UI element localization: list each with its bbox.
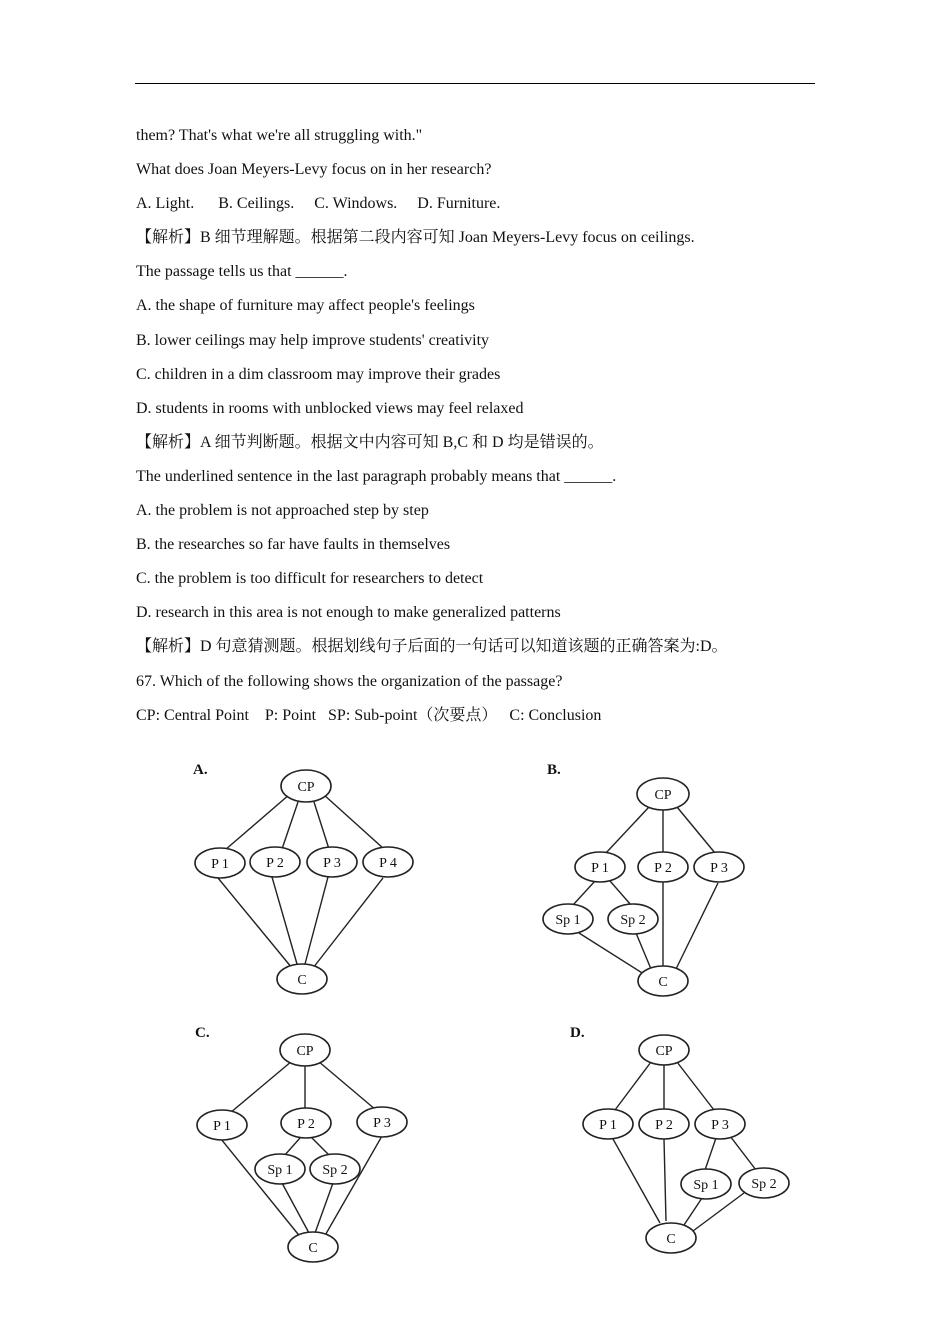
node-c — [646, 1223, 696, 1253]
svg-text:P 2: P 2 — [266, 856, 284, 871]
text-line: them? That's what we're all struggling with." — [136, 127, 423, 144]
node-p1 — [583, 1109, 633, 1139]
answer-option: A. the shape of furniture may affect people's feelings — [136, 297, 475, 315]
svg-text:Sp 1: Sp 1 — [693, 1178, 719, 1193]
answer-option: B. the researches so far have faults in themselves — [136, 536, 451, 554]
node-cp — [281, 770, 331, 802]
diagram-label: D. — [570, 1025, 585, 1041]
node-p2 — [281, 1108, 331, 1138]
diagram-label: A. — [193, 762, 208, 778]
svg-text:CP: CP — [655, 1044, 673, 1059]
svg-text:P 2: P 2 — [654, 861, 672, 876]
diagram-b — [535, 750, 775, 1000]
node-c — [638, 966, 688, 996]
analysis-line: 【解析】D 句意猜测题。根据划线句子后面的一句话可以知道该题的正确答案为:D。 — [136, 638, 728, 656]
question-stem: What does Joan Meyers-Levy focus on in her research? — [136, 161, 492, 179]
diagram-label: B. — [547, 762, 561, 778]
svg-text:P 3: P 3 — [373, 1116, 391, 1131]
header-rule — [135, 83, 815, 84]
svg-text:C: C — [297, 973, 307, 988]
svg-text:P 2: P 2 — [655, 1118, 673, 1133]
diagram-d — [560, 1015, 800, 1275]
analysis-line: 【解析】B 细节理解题。根据第二段内容可知 Joan Meyers-Levy focus on ceilings. — [136, 229, 695, 247]
node-sp1 — [255, 1154, 305, 1184]
svg-text:P 1: P 1 — [213, 1119, 231, 1134]
svg-text:P 3: P 3 — [710, 861, 728, 876]
question-stem: 67. Which of the following shows the organization of the passage? — [136, 672, 563, 690]
node-p2 — [638, 852, 688, 882]
answer-option: B. lower ceilings may help improve students' creativity — [136, 331, 490, 349]
answer-option: C. the problem is too difficult for researchers to detect — [136, 570, 484, 588]
node-sp2 — [739, 1168, 789, 1198]
svg-text:C: C — [666, 1232, 676, 1247]
node-sp2 — [310, 1154, 360, 1184]
svg-text:C: C — [658, 975, 668, 990]
svg-text:P 2: P 2 — [297, 1117, 315, 1132]
node-p3 — [357, 1107, 407, 1137]
node-sp2 — [608, 904, 658, 934]
svg-text:CP: CP — [654, 788, 672, 803]
question-stem: The passage tells us that ______. — [136, 263, 348, 281]
svg-text:CP: CP — [297, 780, 315, 795]
node-c — [277, 964, 327, 994]
answer-option: A. the problem is not approached step by step — [136, 502, 429, 520]
node-cp — [639, 1035, 689, 1065]
diagram-c — [185, 1015, 425, 1275]
svg-text:Sp 1: Sp 1 — [267, 1163, 293, 1178]
node-p2 — [250, 847, 300, 877]
svg-text:C: C — [308, 1241, 318, 1256]
node-sp1 — [543, 904, 593, 934]
svg-text:P 1: P 1 — [591, 861, 609, 876]
node-p1 — [195, 848, 245, 878]
question-stem: The underlined sentence in the last paragraph probably means that ______. — [136, 467, 617, 485]
answer-option: D. students in rooms with unblocked views may feel relaxed — [136, 399, 524, 417]
node-p1 — [197, 1110, 247, 1140]
node-cp — [637, 778, 689, 810]
document-body — [136, 124, 816, 738]
svg-text:P 1: P 1 — [211, 857, 229, 872]
node-c — [288, 1232, 338, 1262]
node-cp — [280, 1034, 330, 1066]
node-p3 — [694, 852, 744, 882]
svg-text:P 1: P 1 — [599, 1118, 617, 1133]
svg-text:P 4: P 4 — [379, 856, 397, 871]
node-p3 — [695, 1109, 745, 1139]
node-p3 — [307, 847, 357, 877]
svg-text:Sp 1: Sp 1 — [555, 913, 581, 928]
svg-text:Sp 2: Sp 2 — [620, 913, 646, 928]
svg-text:CP: CP — [296, 1044, 314, 1059]
analysis-line: 【解析】A 细节判断题。根据文中内容可知 B,C 和 D 均是错误的。 — [136, 433, 604, 451]
svg-text:P 3: P 3 — [323, 856, 341, 871]
legend-line: CP: Central Point P: Point SP: Sub-point（次要点） C: Conclusion — [136, 706, 602, 724]
diagram-a — [185, 750, 425, 1000]
node-p4 — [363, 847, 413, 877]
answer-option: D. research in this area is not enough to make generalized patterns — [136, 604, 561, 622]
answer-option: C. children in a dim classroom may improve their grades — [136, 365, 501, 383]
node-p1 — [575, 852, 625, 882]
node-p2 — [639, 1109, 689, 1139]
svg-text:P 3: P 3 — [711, 1118, 729, 1133]
svg-text:Sp 2: Sp 2 — [751, 1177, 777, 1192]
node-sp1 — [681, 1169, 731, 1199]
diagram-label: C. — [195, 1025, 210, 1041]
answer-options: A. Light. B. Ceilings. C. Windows. D. Furniture. — [136, 195, 501, 213]
svg-text:Sp 2: Sp 2 — [322, 1163, 348, 1178]
